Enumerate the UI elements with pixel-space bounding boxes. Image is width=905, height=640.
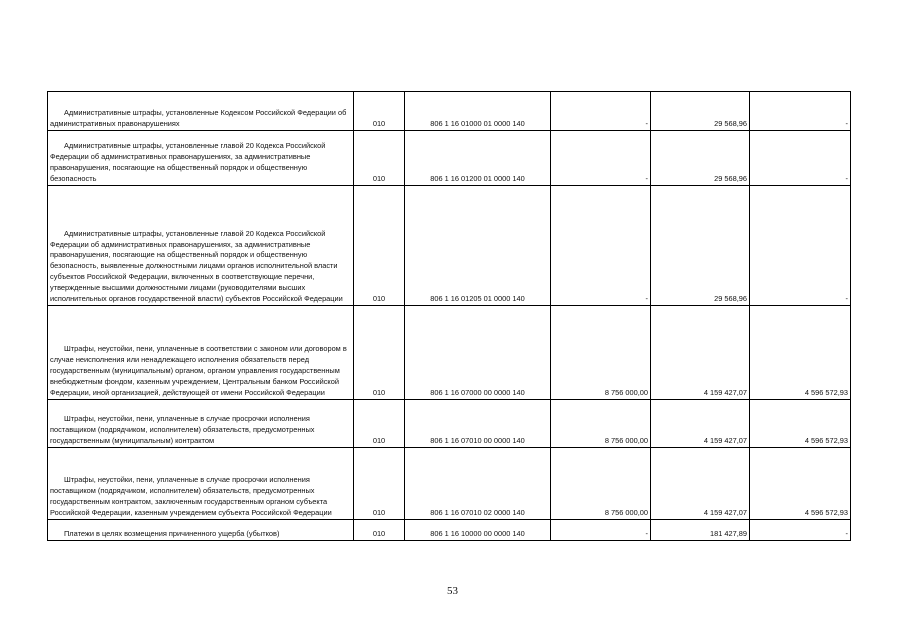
- row-name-cell: [48, 92, 354, 131]
- table-row: [48, 400, 851, 448]
- row-unexecuted: 4 596 572,93: [750, 448, 851, 520]
- row-code: 010: [354, 131, 405, 186]
- row-executed: 4 159 427,07: [651, 400, 750, 448]
- row-unexecuted: -: [750, 520, 851, 541]
- row-code: 010: [354, 520, 405, 541]
- table-row: [48, 520, 851, 541]
- table-row: [48, 131, 851, 186]
- revenue-table: [47, 91, 851, 541]
- row-name: Штрафы, неустойки, пени, уплаченные в соответствии с законом или договором в случае неисполнения или ненадлежащего исполнения обязательств перед государственным (муниципальным) органом, органом управления государственным внебюджетным фондом, казенным учреждением, Центральным банком Российской Федерации, иной организацией, действующей от имени Российской Федерации: [50, 344, 347, 398]
- row-name-cell: [48, 520, 354, 541]
- row-kbk: 806 1 16 07010 00 0000 140: [405, 400, 551, 448]
- row-executed: 29 568,96: [651, 186, 750, 306]
- row-name: Штрафы, неустойки, пени, уплаченные в случае просрочки исполнения поставщиком (подрядчиком, исполнителем) обязательств, предусмотренных государственным (муниципальным) контрактом: [50, 414, 315, 446]
- row-code: 010: [354, 448, 405, 520]
- row-approved: -: [551, 92, 651, 131]
- row-approved: -: [551, 520, 651, 541]
- row-name: Административные штрафы, установленные главой 20 Кодекса Российской Федерации об административных правонарушениях, за административные правонарушения, посягающие на общественный порядок и общественную безопасность, выявленные должностными лицами органов исполнительной власти субъектов Российской Федерации, включенных в соответствующие перечни, утвержденные высшими должностными лицами (руководителями высших исполнительных органов государственной власти) субъектов Российской Федерации: [50, 228, 343, 304]
- row-name-cell: [48, 400, 354, 448]
- row-code: 010: [354, 92, 405, 131]
- row-kbk: 806 1 16 01205 01 0000 140: [405, 186, 551, 306]
- row-kbk: 806 1 16 01000 01 0000 140: [405, 92, 551, 131]
- table-row: [48, 306, 851, 400]
- row-kbk: 806 1 16 01200 01 0000 140: [405, 131, 551, 186]
- row-approved: 8 756 000,00: [551, 306, 651, 400]
- row-name: Штрафы, неустойки, пени, уплаченные в случае просрочки исполнения поставщиком (подрядчиком, исполнителем) обязательств, предусмотренных государственным контрактом, заключенным государственным органом субъекта Российской Федерации, казенным учреждением субъекта Российской Федерации: [50, 475, 332, 518]
- row-approved: -: [551, 131, 651, 186]
- row-name: Административные штрафы, установленные Кодексом Российской Федерации об административных правонарушениях: [50, 108, 347, 129]
- row-name: Административные штрафы, установленные главой 20 Кодекса Российской Федерации об административных правонарушениях, за административные правонарушения, посягающие на общественный порядок и общественную безопасность: [50, 141, 326, 184]
- table-row: [48, 186, 851, 306]
- row-code: 010: [354, 186, 405, 306]
- row-kbk: 806 1 16 10000 00 0000 140: [405, 520, 551, 541]
- row-name: Платежи в целях возмещения причиненного ущерба (убытков): [64, 529, 280, 539]
- table-row: [48, 448, 851, 520]
- row-executed: 181 427,89: [651, 520, 750, 541]
- row-unexecuted: 4 596 572,93: [750, 306, 851, 400]
- row-executed: 29 568,96: [651, 92, 750, 131]
- row-approved: -: [551, 186, 651, 306]
- row-name-cell: [48, 186, 354, 306]
- table-row: [48, 92, 851, 131]
- row-name-cell: [48, 131, 354, 186]
- row-kbk: 806 1 16 07010 02 0000 140: [405, 448, 551, 520]
- row-kbk: 806 1 16 07000 00 0000 140: [405, 306, 551, 400]
- row-approved: 8 756 000,00: [551, 400, 651, 448]
- row-unexecuted: -: [750, 131, 851, 186]
- row-unexecuted: -: [750, 186, 851, 306]
- row-executed: 4 159 427,07: [651, 306, 750, 400]
- row-executed: 29 568,96: [651, 131, 750, 186]
- row-unexecuted: 4 596 572,93: [750, 400, 851, 448]
- row-name-cell: [48, 306, 354, 400]
- row-code: 010: [354, 400, 405, 448]
- row-unexecuted: -: [750, 92, 851, 131]
- page-number: 53: [447, 585, 458, 597]
- row-executed: 4 159 427,07: [651, 448, 750, 520]
- row-name-cell: [48, 448, 354, 520]
- row-code: 010: [354, 306, 405, 400]
- row-approved: 8 756 000,00: [551, 448, 651, 520]
